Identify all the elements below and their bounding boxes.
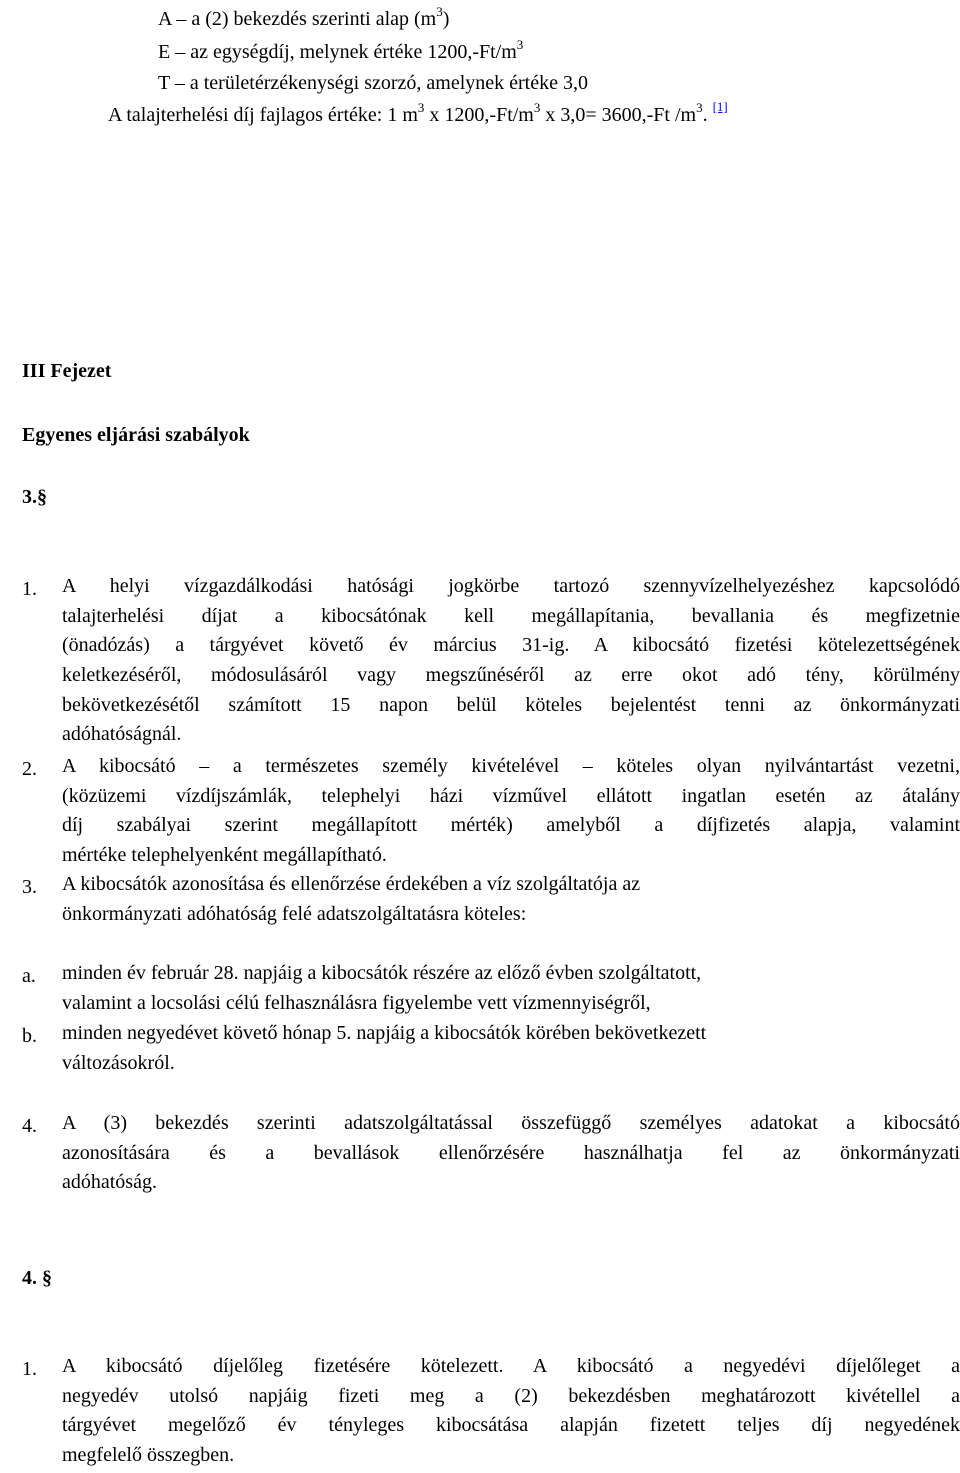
text-line: változásokról. bbox=[62, 1051, 175, 1074]
text-line: önkormányzati adóhatóság felé adatszolgáltatásra köteles: bbox=[62, 902, 527, 925]
formula-result-sup1: 3 bbox=[417, 100, 425, 115]
chapter-title: III Fejezet bbox=[22, 360, 112, 382]
formula-line-a-text: A – a (2) bekezdés szerinti alap (m bbox=[158, 8, 437, 30]
text-line: bekövetkezésétől számított 15 napon belül köteles bejelentést tenni az önkormányzati bbox=[62, 693, 960, 716]
section-3-paragraph-3 bbox=[62, 870, 640, 929]
formula-result-sup2: 3 bbox=[533, 100, 541, 115]
section-3-p1-number: 1. bbox=[22, 578, 37, 600]
text-line: talajterhelési díjat a kibocsátónak kell megállapítania, bevallania és megfizetnie bbox=[62, 604, 960, 627]
text-line: minden negyedévet követő hónap 5. napjáig a kibocsátók körében bekövetkezett bbox=[62, 1022, 707, 1044]
text-line: (közüzemi vízdíjszámlák, telephelyi házi vízművel ellátott ingatlan esetén az átalány bbox=[62, 784, 960, 807]
text-line: A kibocsátó díjelőleg fizetésére kötelezett. A kibocsátó a negyedévi díjelőleget a bbox=[62, 1355, 960, 1377]
formula-line-a bbox=[158, 4, 450, 30]
section-3-item-a-letter: a. bbox=[22, 965, 36, 987]
text-line: minden év február 28. napjáig a kibocsátók részére az előző évben szolgáltatott, bbox=[62, 962, 702, 984]
text-line: tárgyévet megelőző év tényleges kibocsátása alapján fizetett teljes díj negyedének bbox=[62, 1414, 960, 1437]
formula-line-t-text: T – a területérzékenységi szorzó, amelynek értéke 3,0 bbox=[158, 72, 588, 94]
formula-result-part3: x 3,0= 3600,-Ft /m bbox=[540, 104, 697, 126]
formula-result-sup3: 3 bbox=[696, 100, 703, 115]
formula-line-e bbox=[158, 37, 524, 63]
text-line: azonosítására és a bevallások ellenőrzésére használhatja fel az önkormányzati bbox=[62, 1141, 960, 1164]
section-4-p1-number: 1. bbox=[22, 1358, 37, 1380]
formula-result-part1: A talajterhelési díj fajlagos értéke: 1 m bbox=[108, 104, 418, 126]
text-line: mértéke telephelyenként megállapítható. bbox=[62, 843, 387, 866]
text-line: A helyi vízgazdálkodási hatósági jogkörbe tartozó szennyvízelhelyezéshez kapcsolódó bbox=[62, 575, 960, 597]
section-3-paragraph-4 bbox=[62, 1109, 960, 1198]
section-3-p3-number: 3. bbox=[22, 876, 37, 898]
section-4-label: 4. § bbox=[22, 1267, 52, 1289]
section-4-paragraph-1 bbox=[62, 1352, 960, 1470]
section-3-paragraph-2 bbox=[62, 752, 960, 870]
formula-line-e-sup: 3 bbox=[516, 37, 524, 52]
formula-result-part2: x 1200,-Ft/m bbox=[424, 104, 534, 126]
section-3-paragraph-1 bbox=[62, 572, 960, 661]
chapter-subtitle: Egyenes eljárási szabályok bbox=[22, 424, 250, 446]
section-3-paragraph-1-cont bbox=[62, 661, 960, 750]
section-3-item-b bbox=[62, 1019, 706, 1078]
section-3-p4-number: 4. bbox=[22, 1115, 37, 1137]
text-line: adóhatóság. bbox=[62, 1171, 157, 1194]
text-line: megfelelő összegben. bbox=[62, 1443, 235, 1466]
formula-line-result bbox=[108, 99, 728, 126]
text-line: adóhatóságnál. bbox=[62, 723, 182, 746]
text-line: negyedév utolsó napjáig fizeti meg a (2) bekezdésben meghatározott kivétellel a bbox=[62, 1384, 960, 1407]
footnote-link[interactable]: [1] bbox=[712, 99, 728, 114]
section-3-p2-number: 2. bbox=[22, 758, 37, 780]
text-line: (önadózás) a tárgyévet követő év március 31-ig. A kibocsátó fizetési kötelezettségének bbox=[62, 634, 960, 657]
text-line: A kibocsátó – a természetes személy kivételével – köteles olyan nyilvántartást vezetni, bbox=[62, 755, 960, 777]
text-line: keletkezéséről, módosulásáról vagy megszűnéséről az erre okot adó tény, körülmény bbox=[62, 664, 960, 686]
section-3-item-b-letter: b. bbox=[22, 1025, 37, 1047]
formula-line-a-sup: 3 bbox=[436, 4, 443, 19]
formula-line-e-text: E – az egységdíj, melynek értéke 1200,-Ft/m bbox=[158, 41, 517, 63]
formula-result-part4: . bbox=[702, 104, 713, 126]
section-3-item-a bbox=[62, 959, 701, 1018]
text-line: díj szabályai szerint megállapított mérték) amelyből a díjfizetés alapja, valamint bbox=[62, 814, 960, 837]
text-line: valamint a locsolási célú felhasználásra figyelembe vett vízmennyiségről, bbox=[62, 991, 651, 1014]
text-line: A (3) bekezdés szerinti adatszolgáltatással összefüggő személyes adatokat a kibocsátó bbox=[62, 1112, 960, 1134]
section-3-label: 3.§ bbox=[22, 486, 47, 508]
formula-line-t bbox=[158, 73, 588, 93]
text-line: A kibocsátók azonosítása és ellenőrzése érdekében a víz szolgáltatója az bbox=[62, 873, 641, 895]
formula-line-a-after: ) bbox=[442, 8, 450, 30]
